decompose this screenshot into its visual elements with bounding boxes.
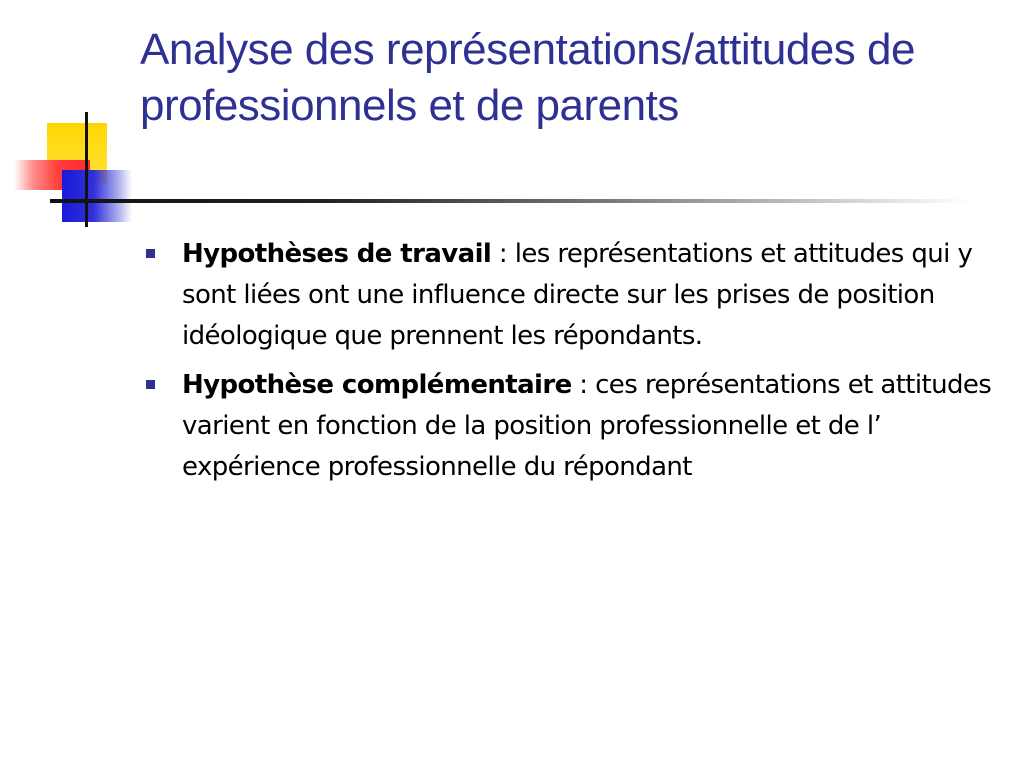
square-bullet-icon [146,249,155,258]
bullet-term: Hypothèse complémentaire [182,370,572,400]
title-divider [50,199,970,203]
square-bullet-icon [146,380,155,389]
bullet-text: : les représentations et attitudes qui y sont liées ont une influence directe sur les prises de position idéologique que prennent les répondants. [182,239,973,351]
decorative-blue-square [62,170,132,222]
bullet-list [140,234,1002,496]
bullet-term: Hypothèses de travail [182,239,492,269]
slide-title: Analyse des représentations/attitudes de professionnels et de parents [140,25,915,130]
bullet-item-hypothese-complementaire [140,365,1002,488]
decorative-vertical-line [85,112,88,227]
bullet-item-hypotheses-travail [140,234,1002,357]
bullet-text: : ces représentations et attitudes varient en fonction de la position professionnelle et de l’ expérience professionnelle du répondant [182,370,992,482]
